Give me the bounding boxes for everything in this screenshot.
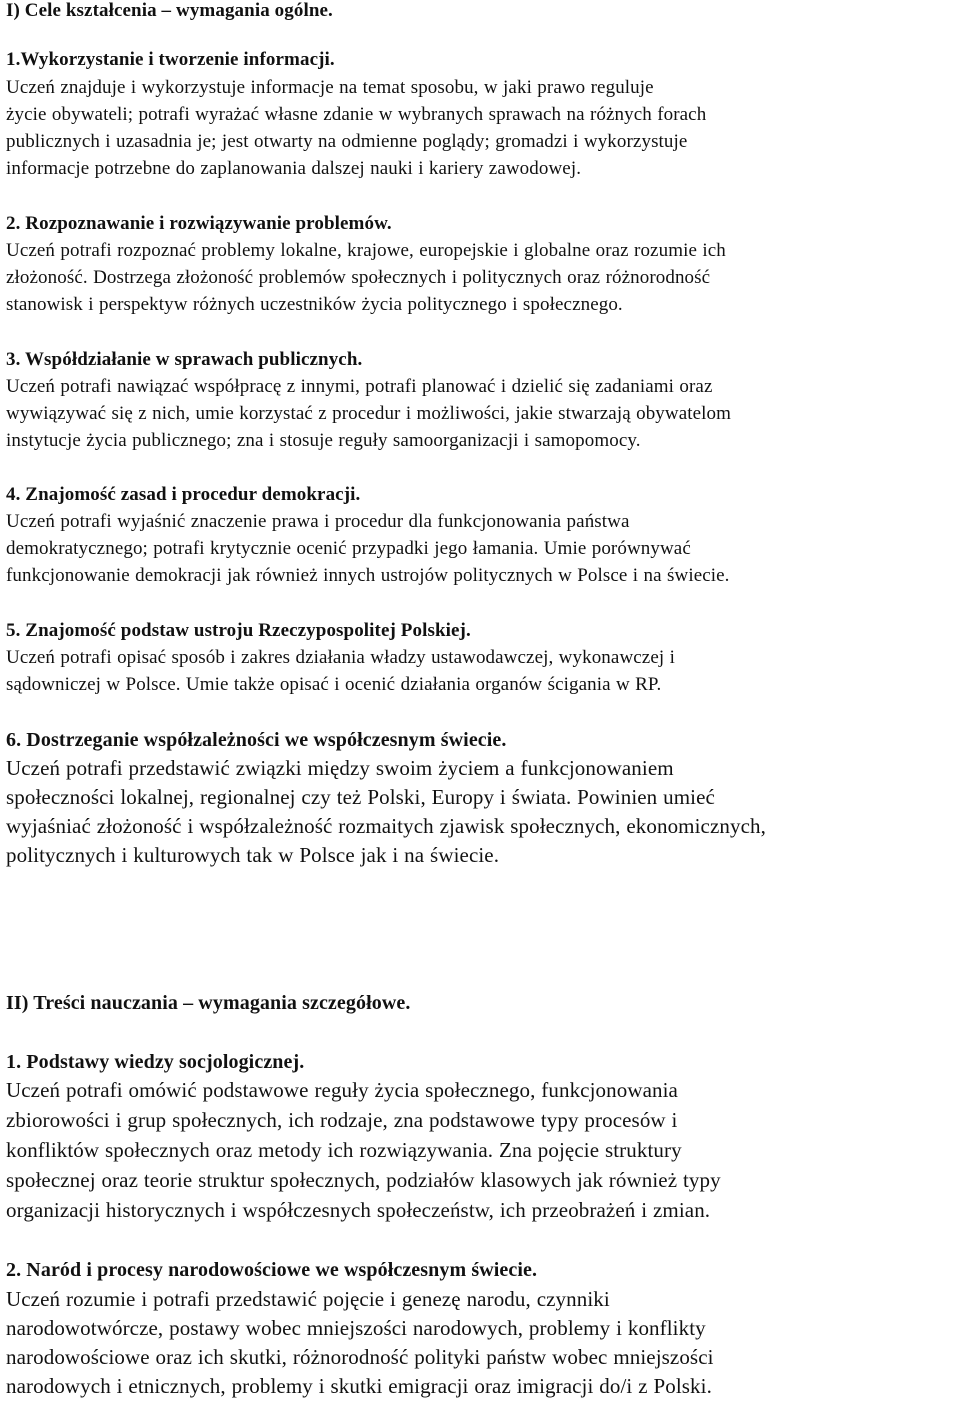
item-1-line-3: publicznych i uzasadnia je; jest otwarty na odmienne poglądy; gromadzi i wykorzystuje bbox=[6, 131, 688, 152]
item-1-line-1: Uczeń znajduje i wykorzystuje informacje na temat sposobu, w jaki prawo reguluje bbox=[6, 77, 654, 98]
item-5-line-2: sądowniczej w Polsce. Umie także opisać i ocenić działania organów ścigania w RP. bbox=[6, 674, 662, 695]
content-item-1-line-5: organizacji historycznych i współczesnych społeczeństw, ich przeobrażeń i zmian. bbox=[6, 1198, 711, 1222]
item-4-line-3: funkcjonowanie demokracji jak również innych ustrojów politycznych w Polsce i na świecie. bbox=[6, 565, 730, 586]
item-6-line-4: politycznych i kulturowych tak w Polsce jak i na świecie. bbox=[6, 843, 500, 867]
item-1-line-2: życie obywateli; potrafi wyrażać własne zdanie w wybranych sprawach na różnych forach bbox=[6, 104, 707, 125]
item-2-line-1: Uczeń potrafi rozpoznać problemy lokalne, krajowe, europejskie i globalne oraz rozumie ich bbox=[6, 240, 726, 261]
item-2-line-2: złożoność. Dostrzega złożoność problemów społecznych i politycznych oraz różnorodność bbox=[6, 267, 711, 288]
item-3-line-1: Uczeń potrafi nawiązać współpracę z innymi, potrafi planować i dzielić się zadaniami oraz bbox=[6, 376, 713, 397]
content-item-2-line-1: Uczeń rozumie i potrafi przedstawić pojęcie i genezę narodu, czynniki bbox=[6, 1287, 610, 1311]
content-item-1-line-2: zbiorowości i grup społecznych, ich rodzaje, zna podstawowe typy procesów i bbox=[6, 1108, 678, 1132]
item-title-2: 2. Rozpoznawanie i rozwiązywanie problemów. bbox=[6, 213, 392, 234]
content-item-2-line-4: narodowych i etnicznych, problemy i skutki emigracji oraz imigracji do/i z Polski. bbox=[6, 1374, 712, 1398]
item-5-line-1: Uczeń potrafi opisać sposób i zakres działania władzy ustawodawczej, wykonawczej i bbox=[6, 647, 675, 668]
item-3-line-3: instytucje życia publicznego; zna i stosuje reguły samoorganizacji i samopomocy. bbox=[6, 430, 641, 451]
item-4-line-1: Uczeń potrafi wyjaśnić znaczenie prawa i procedur dla funkcjonowania państwa bbox=[6, 511, 630, 532]
item-6-line-1: Uczeń potrafi przedstawić związki między swoim życiem a funkcjonowaniem bbox=[6, 756, 674, 780]
item-3-line-2: wywiązywać się z nich, umie korzystać z procedur i możliwości, jakie stwarzają obywatelom bbox=[6, 403, 732, 424]
item-title-6: 6. Dostrzeganie współzależności we współczesnym świecie. bbox=[6, 729, 507, 751]
item-6-line-2: społeczności lokalnej, regionalnej czy też Polski, Europy i świata. Powinien umieć bbox=[6, 785, 715, 809]
content-item-title-2: 2. Naród i procesy narodowościowe we współczesnym świecie. bbox=[6, 1259, 538, 1281]
item-1-line-4: informacje potrzebne do zaplanowania dalszej nauki i kariery zawodowej. bbox=[6, 158, 582, 179]
content-item-2-line-2: narodowotwórcze, postawy wobec mniejszości narodowych, problemy i konflikty bbox=[6, 1316, 706, 1340]
content-item-1-line-3: konfliktów społecznych oraz metody ich rozwiązywania. Zna pojęcie struktury bbox=[6, 1138, 682, 1162]
item-2-line-3: stanowisk i perspektyw różnych uczestników życia politycznego i społecznego. bbox=[6, 294, 623, 315]
section-heading-goals: I) Cele kształcenia – wymagania ogólne. bbox=[6, 0, 333, 21]
item-title-1: 1.Wykorzystanie i tworzenie informacji. bbox=[6, 49, 335, 70]
item-6-line-3: wyjaśniać złożoność i współzależność rozmaitych zjawisk społecznych, ekonomicznych, bbox=[6, 814, 766, 838]
item-title-5: 5. Znajomość podstaw ustroju Rzeczypospolitej Polskiej. bbox=[6, 620, 471, 641]
content-item-2-line-3: narodowościowe oraz ich skutki, różnorodność polityki państw wobec mniejszości bbox=[6, 1345, 714, 1369]
content-item-title-1: 1. Podstawy wiedzy socjologicznej. bbox=[6, 1051, 305, 1073]
content-item-1-line-4: społecznej oraz teorie struktur społecznych, podziałów klasowych jak również typy bbox=[6, 1168, 721, 1192]
item-title-4: 4. Znajomość zasad i procedur demokracji. bbox=[6, 484, 361, 505]
item-title-3: 3. Współdziałanie w sprawach publicznych. bbox=[6, 349, 363, 370]
section-heading-content: II) Treści nauczania – wymagania szczegółowe. bbox=[6, 992, 411, 1014]
item-4-line-2: demokratycznego; potrafi krytycznie ocenić przypadki jego łamania. Umie porównywać bbox=[6, 538, 691, 559]
content-item-1-line-1: Uczeń potrafi omówić podstawowe reguły życia społecznego, funkcjonowania bbox=[6, 1078, 678, 1102]
